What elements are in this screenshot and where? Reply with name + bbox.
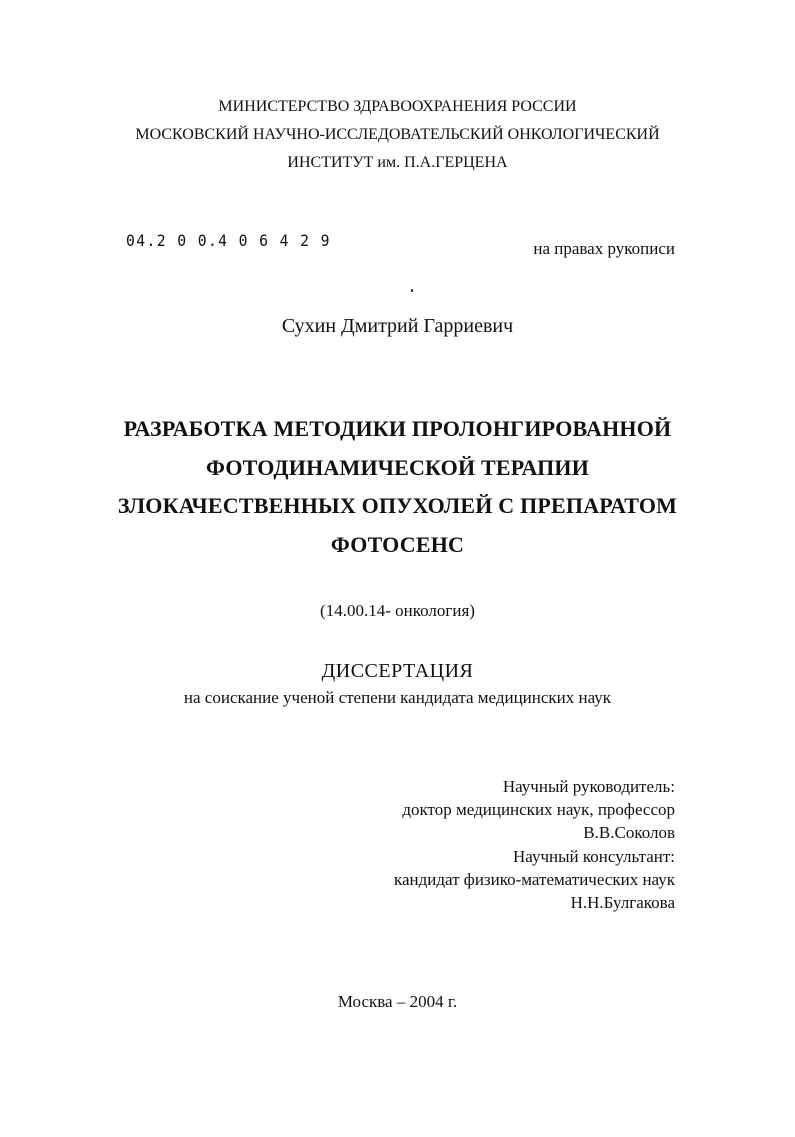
ministry-header bbox=[0, 93, 795, 177]
consultant-heading: Научный консультант: bbox=[513, 846, 675, 866]
degree-description: на соискание ученой степени кандидата медицинских наук bbox=[183, 688, 612, 707]
title-line: РАЗРАБОТКА МЕТОДИКИ ПРОЛОНГИРОВАННОЙ bbox=[123, 416, 672, 441]
title-line: ФОТОСЕНС bbox=[330, 531, 465, 557]
scan-speck bbox=[411, 289, 413, 292]
institute-line: МОСКОВСКИЙ НАУЧНО-ИССЛЕДОВАТЕЛЬСКИЙ ОНКОЛОГИЧЕСКИЙ bbox=[135, 126, 660, 143]
dissertation-title bbox=[0, 410, 795, 564]
institute-name-line: ИНСТИТУТ им. П.А.ГЕРЦЕНА bbox=[287, 154, 508, 171]
document-type: ДИССЕРТАЦИЯ bbox=[321, 660, 474, 682]
supervisor-degree: доктор медицинских наук, профессор bbox=[402, 800, 675, 820]
supervisor-name: В.В.Соколов bbox=[583, 823, 675, 843]
author-name: Сухин Дмитрий Гарриевич bbox=[281, 315, 514, 337]
ministry-line: МИНИСТЕРСТВО ЗДРАВООХРАНЕНИЯ РОССИИ bbox=[218, 98, 577, 115]
city-year: Москва – 2004 г. bbox=[337, 992, 458, 1011]
consultant-name: Н.Н.Булгакова bbox=[570, 893, 675, 913]
registration-number bbox=[126, 231, 331, 250]
manuscript-rights-note: на правах рукописи bbox=[533, 239, 675, 258]
supervisors-block bbox=[394, 775, 675, 914]
title-line: ЗЛОКАЧЕСТВЕННЫХ ОПУХОЛЕЙ С ПРЕПАРАТОМ bbox=[117, 493, 678, 518]
supervisor-heading: Научный руководитель: bbox=[502, 777, 675, 796]
title-line: ФОТОДИНАМИЧЕСКОЙ ТЕРАПИИ bbox=[205, 454, 590, 480]
consultant-degree: кандидат физико-математических наук bbox=[393, 869, 675, 889]
registration-number-text: 04.2 0 0.4 0 6 4 2 9 bbox=[126, 231, 331, 250]
specialty-code: (14.00.14- онкология) bbox=[320, 601, 475, 620]
